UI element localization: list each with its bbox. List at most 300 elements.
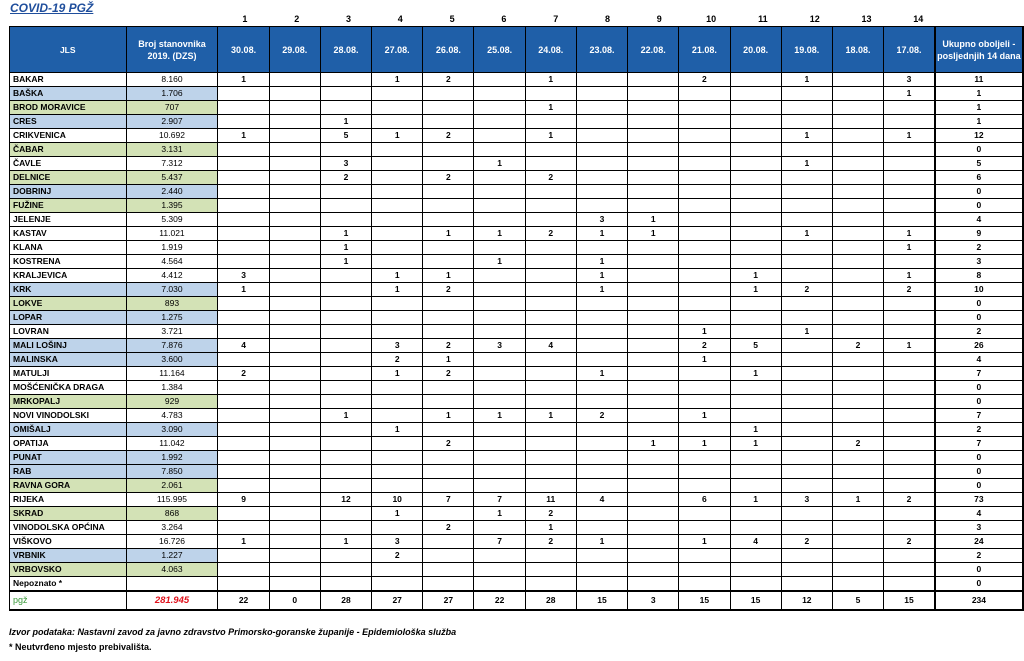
- case-count-cell: [218, 241, 269, 255]
- case-count-cell: [576, 143, 627, 157]
- case-count-cell: [679, 115, 730, 129]
- case-count-cell: [884, 577, 935, 592]
- case-count-cell: 3: [218, 269, 269, 283]
- population-cell: 3.264: [126, 521, 218, 535]
- case-count-cell: [730, 143, 781, 157]
- grand-total-cell: 234: [935, 591, 1023, 610]
- case-count-cell: [474, 479, 525, 493]
- header-date: 23.08.: [576, 27, 627, 73]
- population-cell: 1.395: [126, 199, 218, 213]
- population-cell: 11.021: [126, 227, 218, 241]
- case-count-cell: 1: [628, 227, 679, 241]
- case-count-cell: [628, 311, 679, 325]
- population-cell: 3.131: [126, 143, 218, 157]
- day-number: 11: [758, 14, 768, 24]
- population-cell: 4.783: [126, 409, 218, 423]
- case-count-cell: [576, 171, 627, 185]
- case-count-cell: [576, 73, 627, 87]
- case-count-cell: [372, 213, 423, 227]
- population-cell: 2.440: [126, 185, 218, 199]
- case-count-cell: 1: [474, 255, 525, 269]
- case-count-cell: [730, 171, 781, 185]
- table-row: [10, 143, 1024, 157]
- case-count-cell: [628, 535, 679, 549]
- case-count-cell: 2: [320, 171, 371, 185]
- case-count-cell: [269, 269, 320, 283]
- case-count-cell: [781, 269, 832, 283]
- total-cell: 0: [935, 143, 1023, 157]
- table-row: [10, 325, 1024, 339]
- case-count-cell: [525, 185, 576, 199]
- case-count-cell: 1: [576, 283, 627, 297]
- case-count-cell: [628, 493, 679, 507]
- case-count-cell: 1: [576, 269, 627, 283]
- case-count-cell: [269, 199, 320, 213]
- case-count-cell: [320, 507, 371, 521]
- case-count-cell: [730, 479, 781, 493]
- case-count-cell: [474, 311, 525, 325]
- case-count-cell: [832, 549, 883, 563]
- population-cell: 3.090: [126, 423, 218, 437]
- case-count-cell: [576, 157, 627, 171]
- case-count-cell: [730, 227, 781, 241]
- daily-total-cell: 0: [269, 591, 320, 610]
- case-count-cell: [679, 283, 730, 297]
- header-date: 25.08.: [474, 27, 525, 73]
- population-cell: 5.309: [126, 213, 218, 227]
- municipality-name: VINODOLSKA OPĆINA: [10, 521, 127, 535]
- case-count-cell: [884, 479, 935, 493]
- case-count-cell: [832, 143, 883, 157]
- case-count-cell: [628, 479, 679, 493]
- total-cell: 2: [935, 241, 1023, 255]
- total-cell: 73: [935, 493, 1023, 507]
- municipality-name: CRES: [10, 115, 127, 129]
- case-count-cell: [218, 325, 269, 339]
- case-count-cell: [730, 87, 781, 101]
- municipality-name: NOVI VINODOLSKI: [10, 409, 127, 423]
- case-count-cell: 1: [525, 73, 576, 87]
- case-count-cell: 1: [628, 213, 679, 227]
- daily-total-cell: 15: [679, 591, 730, 610]
- case-count-cell: [679, 577, 730, 592]
- document-title[interactable]: COVID-19 PGŽ: [10, 1, 94, 15]
- case-count-cell: [525, 269, 576, 283]
- case-count-cell: [269, 367, 320, 381]
- case-count-cell: [781, 101, 832, 115]
- day-number: 14: [913, 14, 924, 24]
- population-cell: 11.042: [126, 437, 218, 451]
- case-count-cell: [628, 241, 679, 255]
- case-count-cell: [269, 129, 320, 143]
- case-count-cell: [372, 297, 423, 311]
- case-count-cell: [474, 143, 525, 157]
- case-count-cell: [218, 157, 269, 171]
- municipality-name: OPATIJA: [10, 437, 127, 451]
- total-cell: 12: [935, 129, 1023, 143]
- case-count-cell: [269, 171, 320, 185]
- case-count-cell: [781, 437, 832, 451]
- case-count-cell: 3: [372, 339, 423, 353]
- case-count-cell: 1: [679, 535, 730, 549]
- case-count-cell: [423, 157, 474, 171]
- case-count-cell: [320, 353, 371, 367]
- case-count-cell: 2: [832, 339, 883, 353]
- population-cell: 4.063: [126, 563, 218, 577]
- daily-total-cell: 22: [474, 591, 525, 610]
- case-count-cell: [832, 325, 883, 339]
- population-cell: 1.275: [126, 311, 218, 325]
- day-number: 2: [294, 14, 300, 24]
- case-count-cell: [269, 339, 320, 353]
- case-count-cell: [884, 143, 935, 157]
- case-count-cell: [832, 353, 883, 367]
- case-count-cell: 1: [730, 367, 781, 381]
- case-count-cell: 2: [423, 73, 474, 87]
- header-date: 26.08.: [423, 27, 474, 73]
- case-count-cell: [423, 213, 474, 227]
- total-cell: 0: [935, 479, 1023, 493]
- case-count-cell: [730, 465, 781, 479]
- population-cell: 3.600: [126, 353, 218, 367]
- case-count-cell: [525, 311, 576, 325]
- table-row: [10, 185, 1024, 199]
- case-count-cell: 2: [884, 535, 935, 549]
- municipality-name: BAKAR: [10, 73, 127, 87]
- case-count-cell: 2: [423, 171, 474, 185]
- header-population: Broj stanovnika 2019. (DZS): [126, 27, 218, 73]
- total-cell: 0: [935, 311, 1023, 325]
- case-count-cell: [218, 465, 269, 479]
- case-count-cell: [269, 73, 320, 87]
- case-count-cell: [628, 521, 679, 535]
- case-count-cell: [525, 367, 576, 381]
- case-count-cell: 2: [372, 353, 423, 367]
- day-number: 1: [242, 14, 248, 24]
- case-count-cell: [269, 521, 320, 535]
- case-count-cell: 2: [423, 339, 474, 353]
- case-count-cell: [679, 87, 730, 101]
- total-cell: 1: [935, 101, 1023, 115]
- case-count-cell: 4: [218, 339, 269, 353]
- case-count-cell: 1: [320, 409, 371, 423]
- case-count-cell: [474, 185, 525, 199]
- case-count-cell: [781, 381, 832, 395]
- municipality-name: KASTAV: [10, 227, 127, 241]
- case-count-cell: [269, 493, 320, 507]
- case-count-cell: [679, 199, 730, 213]
- case-count-cell: [730, 381, 781, 395]
- table-row: [10, 213, 1024, 227]
- case-count-cell: [320, 563, 371, 577]
- case-count-cell: [525, 577, 576, 592]
- case-count-cell: 1: [474, 227, 525, 241]
- case-count-cell: 2: [576, 409, 627, 423]
- municipality-name: SKRAD: [10, 507, 127, 521]
- total-cell: 2: [935, 549, 1023, 563]
- case-count-cell: [423, 535, 474, 549]
- case-count-cell: [832, 535, 883, 549]
- case-count-cell: [832, 241, 883, 255]
- municipality-name: BAŠKA: [10, 87, 127, 101]
- case-count-cell: [576, 437, 627, 451]
- case-count-cell: [525, 479, 576, 493]
- case-count-cell: [474, 563, 525, 577]
- case-count-cell: 2: [525, 227, 576, 241]
- daily-total-cell: 15: [576, 591, 627, 610]
- case-count-cell: [218, 227, 269, 241]
- total-cell: 11: [935, 73, 1023, 87]
- total-cell: 2: [935, 423, 1023, 437]
- case-count-cell: [372, 157, 423, 171]
- case-count-cell: 3: [372, 535, 423, 549]
- source-note: Izvor podataka: Nastavni zavod za javno zdravstvo Primorsko-goranske županije - Epidemiološka služba: [9, 627, 457, 637]
- table-row: [10, 479, 1024, 493]
- case-count-cell: [832, 367, 883, 381]
- case-count-cell: [474, 451, 525, 465]
- case-count-cell: 1: [423, 409, 474, 423]
- case-count-cell: [781, 521, 832, 535]
- case-count-cell: [884, 367, 935, 381]
- population-cell: 11.164: [126, 367, 218, 381]
- case-count-cell: [423, 101, 474, 115]
- table-row: [10, 129, 1024, 143]
- case-count-cell: [474, 297, 525, 311]
- case-count-cell: [372, 465, 423, 479]
- case-count-cell: [730, 213, 781, 227]
- table-row: [10, 395, 1024, 409]
- case-count-cell: 1: [730, 283, 781, 297]
- case-count-cell: [884, 507, 935, 521]
- case-count-cell: [781, 241, 832, 255]
- case-count-cell: [474, 395, 525, 409]
- case-count-cell: [372, 451, 423, 465]
- case-count-cell: [423, 423, 474, 437]
- case-count-cell: [474, 381, 525, 395]
- case-count-cell: 2: [781, 283, 832, 297]
- case-count-cell: [218, 255, 269, 269]
- case-count-cell: [525, 143, 576, 157]
- case-count-cell: [218, 87, 269, 101]
- table-row: [10, 199, 1024, 213]
- case-count-cell: [525, 199, 576, 213]
- case-count-cell: [884, 255, 935, 269]
- case-count-cell: [832, 297, 883, 311]
- case-count-cell: 1: [423, 269, 474, 283]
- case-count-cell: [576, 563, 627, 577]
- case-count-cell: [423, 451, 474, 465]
- day-number: 4: [397, 14, 403, 24]
- header-date: 29.08.: [269, 27, 320, 73]
- case-count-cell: 1: [372, 269, 423, 283]
- total-cell: 2: [935, 325, 1023, 339]
- case-count-cell: 3: [781, 493, 832, 507]
- case-count-cell: [372, 115, 423, 129]
- municipality-name: VRBNIK: [10, 549, 127, 563]
- case-count-cell: [832, 129, 883, 143]
- case-count-cell: [884, 437, 935, 451]
- table-row: [10, 297, 1024, 311]
- case-count-cell: [269, 311, 320, 325]
- case-count-cell: [423, 577, 474, 592]
- case-count-cell: 2: [423, 437, 474, 451]
- table-row: [10, 269, 1024, 283]
- case-count-cell: [218, 297, 269, 311]
- day-number: 10: [706, 14, 717, 24]
- case-count-cell: [884, 549, 935, 563]
- case-count-cell: [628, 325, 679, 339]
- municipality-name: KOSTRENA: [10, 255, 127, 269]
- case-count-cell: 1: [576, 367, 627, 381]
- case-count-cell: 3: [576, 213, 627, 227]
- case-count-cell: [730, 549, 781, 563]
- case-count-cell: [423, 395, 474, 409]
- case-count-cell: [884, 563, 935, 577]
- case-count-cell: 2: [781, 535, 832, 549]
- total-cell: 0: [935, 199, 1023, 213]
- population-cell: 8.160: [126, 73, 218, 87]
- case-count-cell: [474, 577, 525, 592]
- municipality-name: MATULJI: [10, 367, 127, 381]
- case-count-cell: [884, 521, 935, 535]
- population-cell: 7.312: [126, 157, 218, 171]
- case-count-cell: 1: [474, 409, 525, 423]
- case-count-cell: [884, 409, 935, 423]
- case-count-cell: [781, 549, 832, 563]
- case-count-cell: [781, 199, 832, 213]
- case-count-cell: [218, 199, 269, 213]
- case-count-cell: [320, 451, 371, 465]
- case-count-cell: [628, 199, 679, 213]
- case-count-cell: [679, 381, 730, 395]
- case-count-cell: [628, 409, 679, 423]
- case-count-cell: 1: [679, 325, 730, 339]
- case-count-cell: [269, 325, 320, 339]
- table-row: [10, 437, 1024, 451]
- case-count-cell: [628, 423, 679, 437]
- header-jls: JLS: [10, 27, 127, 73]
- case-count-cell: [320, 87, 371, 101]
- case-count-cell: [781, 213, 832, 227]
- case-count-cell: [525, 423, 576, 437]
- day-number: 9: [656, 14, 662, 24]
- case-count-cell: [628, 395, 679, 409]
- case-count-cell: [628, 255, 679, 269]
- case-count-cell: [320, 269, 371, 283]
- day-number: 12: [809, 14, 820, 24]
- case-count-cell: [832, 227, 883, 241]
- case-count-cell: [372, 563, 423, 577]
- case-count-cell: 4: [525, 339, 576, 353]
- case-count-cell: [832, 171, 883, 185]
- case-count-cell: [576, 129, 627, 143]
- case-count-cell: [576, 479, 627, 493]
- table-row: [10, 171, 1024, 185]
- case-count-cell: [269, 423, 320, 437]
- case-count-cell: 7: [423, 493, 474, 507]
- case-count-cell: [269, 143, 320, 157]
- case-count-cell: 1: [884, 241, 935, 255]
- case-count-cell: 1: [320, 241, 371, 255]
- case-count-cell: [679, 129, 730, 143]
- table-body: [10, 73, 1024, 611]
- case-count-cell: [269, 353, 320, 367]
- case-count-cell: [525, 213, 576, 227]
- municipality-name: RAVNA GORA: [10, 479, 127, 493]
- municipality-name: OMIŠALJ: [10, 423, 127, 437]
- case-count-cell: [832, 381, 883, 395]
- case-count-cell: [730, 395, 781, 409]
- case-count-cell: [884, 423, 935, 437]
- case-count-cell: 1: [218, 283, 269, 297]
- table-row: [10, 115, 1024, 129]
- case-count-cell: [320, 479, 371, 493]
- case-count-cell: [474, 171, 525, 185]
- case-count-cell: [372, 227, 423, 241]
- header-date: 24.08.: [525, 27, 576, 73]
- case-count-cell: [269, 409, 320, 423]
- case-count-cell: [781, 87, 832, 101]
- case-count-cell: [269, 395, 320, 409]
- case-count-cell: [628, 73, 679, 87]
- daily-total-cell: 5: [832, 591, 883, 610]
- case-count-cell: [832, 157, 883, 171]
- case-count-cell: 1: [474, 157, 525, 171]
- case-count-cell: [576, 395, 627, 409]
- case-count-cell: [218, 479, 269, 493]
- daily-total-cell: 15: [884, 591, 935, 610]
- day-number: 7: [553, 14, 559, 24]
- case-count-cell: [832, 255, 883, 269]
- case-count-cell: [679, 311, 730, 325]
- case-count-cell: [884, 381, 935, 395]
- case-count-cell: [679, 297, 730, 311]
- table-row: [10, 535, 1024, 549]
- case-count-cell: 11: [525, 493, 576, 507]
- daily-total-cell: 15: [730, 591, 781, 610]
- table-row: [10, 451, 1024, 465]
- header-date: 27.08.: [372, 27, 423, 73]
- total-cell: 4: [935, 353, 1023, 367]
- population-cell: 5.437: [126, 171, 218, 185]
- case-count-cell: [423, 87, 474, 101]
- population-cell: 7.030: [126, 283, 218, 297]
- total-cell: 0: [935, 297, 1023, 311]
- case-count-cell: 1: [372, 129, 423, 143]
- case-count-cell: [679, 185, 730, 199]
- total-cell: 3: [935, 521, 1023, 535]
- case-count-cell: [628, 353, 679, 367]
- case-count-cell: [628, 367, 679, 381]
- case-count-cell: [730, 101, 781, 115]
- municipality-name: ČABAR: [10, 143, 127, 157]
- case-count-cell: 1: [372, 507, 423, 521]
- case-count-cell: [269, 185, 320, 199]
- case-count-cell: [269, 283, 320, 297]
- case-count-cell: 2: [372, 549, 423, 563]
- case-count-cell: [884, 451, 935, 465]
- case-count-cell: 1: [218, 535, 269, 549]
- case-count-cell: [320, 311, 371, 325]
- table-row: [10, 227, 1024, 241]
- case-count-cell: [730, 115, 781, 129]
- population-cell: 1.384: [126, 381, 218, 395]
- case-count-cell: [474, 115, 525, 129]
- population-cell: 2.061: [126, 479, 218, 493]
- case-count-cell: [576, 87, 627, 101]
- case-count-cell: [320, 185, 371, 199]
- case-count-cell: 1: [218, 73, 269, 87]
